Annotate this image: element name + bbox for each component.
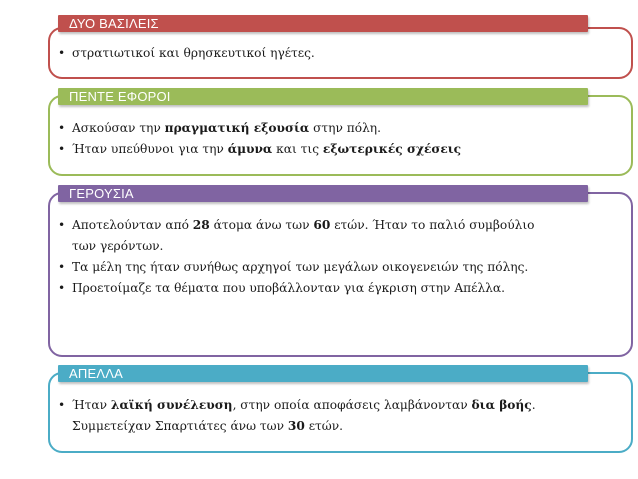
section-title: ΠΕΝΤΕ ΕΦΟΡΟΙ <box>58 88 588 105</box>
section-gerousia <box>48 183 633 357</box>
section-apella <box>48 363 633 453</box>
section-pente-eforoi <box>48 86 633 176</box>
bullet-list <box>58 395 578 437</box>
list-item: • Ήταν υπεύθυνοι για την άμυνα και τις εξωτερικές σχέσεις <box>58 139 623 160</box>
bullet-list <box>58 118 623 160</box>
bullet-list <box>58 215 558 299</box>
bullet-list <box>58 43 623 64</box>
list-item: • Αποτελούνταν από 28 άτομα άνω των 60 ετών. Ήταν το παλιό συμβούλιο των γερόντων. <box>58 215 558 257</box>
section-dyo-vasileis <box>48 11 633 79</box>
section-title: ΔΥΟ ΒΑΣΙΛΕΙΣ <box>58 15 588 32</box>
section-title: ΑΠΕΛΛΑ <box>58 365 588 382</box>
list-item: • Προετοίμαζε τα θέματα που υποβάλλονταν για έγκριση στην Απέλλα. <box>58 278 558 299</box>
section-title: ΓΕΡΟΥΣΙΑ <box>58 185 588 202</box>
list-item: • στρατιωτικοί και θρησκευτικοί ηγέτες. <box>58 43 623 64</box>
list-item: • Ήταν λαϊκή συνέλευση, στην οποία αποφάσεις λαμβάνονταν δια βοής. Συμμετείχαν Σπαρτιάτες άνω των 30 ετών. <box>58 395 578 437</box>
list-item: • Τα μέλη της ήταν συνήθως αρχηγοί των μεγάλων οικογενειών της πόλης. <box>58 257 558 278</box>
list-item: • Ασκούσαν την πραγματική εξουσία στην πόλη. <box>58 118 623 139</box>
